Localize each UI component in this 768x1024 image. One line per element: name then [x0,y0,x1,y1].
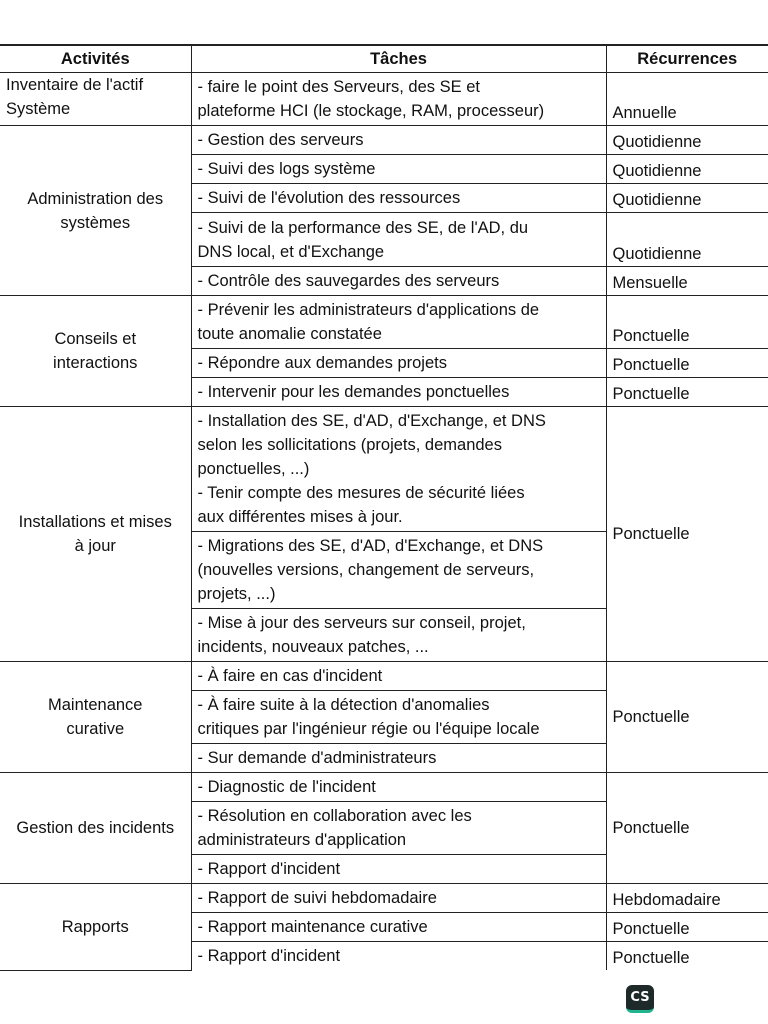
task-text: aux différentes mises à jour. [197,508,403,526]
task-cell [191,296,606,349]
task-cell [191,802,606,855]
task-text: - Répondre aux demandes projets [197,354,447,372]
task-text: - Contrôle des sauvegardes des serveurs [197,272,500,290]
activity-cell [0,407,191,662]
recurrence-cell: Ponctuelle [606,407,768,662]
recurrence-cell: Ponctuelle [606,913,768,942]
activities-table [0,44,768,971]
camscanner-logo: CS [626,985,654,1013]
task-text: - Rapport d'incident [197,947,341,965]
task-cell [191,744,606,773]
activity-cell [0,662,191,773]
table-row [0,407,768,532]
header-row [0,45,768,73]
recurrence-cell: Ponctuelle [606,773,768,884]
activity-cell [0,126,191,296]
task-text: - Sur demande d'administrateurs [197,749,437,767]
activity-cell [0,73,191,126]
recurrence-cell: Ponctuelle [606,378,768,407]
task-text: - Rapport de suivi hebdomadaire [197,889,437,907]
task-text: - Rapport maintenance curative [197,918,428,936]
table-body [0,73,768,971]
task-cell [191,773,606,802]
task-text: projets, ...) [197,585,276,603]
task-text: critiques par l'ingénieur régie ou l'équipe locale [197,720,540,738]
task-cell [191,126,606,155]
activity-label: Gestion des incidents [16,819,175,837]
recurrence-cell: Ponctuelle [606,296,768,349]
task-cell [191,378,606,407]
activity-label: Conseils et [54,330,137,348]
recurrence-cell: Quotidienne [606,213,768,267]
task-text: administrateurs d'application [197,831,407,849]
task-cell [191,155,606,184]
table-row [0,73,768,126]
task-cell [191,855,606,884]
table-row [0,296,768,349]
recurrence-cell: Ponctuelle [606,349,768,378]
task-text: - Prévenir les administrateurs d'applications de [197,301,540,319]
task-text: - Installation des SE, d'AD, d'Exchange, et DNS [197,412,546,430]
recurrence-cell: Quotidienne [606,184,768,213]
task-text: - Gestion des serveurs [197,131,364,149]
task-text: - Rapport d'incident [197,860,341,878]
task-cell [191,662,606,691]
header-tasks: Tâches [191,45,606,73]
task-cell [191,213,606,267]
task-text: - Diagnostic de l'incident [197,778,376,796]
activity-label: Administration des [27,189,164,208]
table-row [0,773,768,802]
task-cell [191,691,606,744]
task-text: - Mise à jour des serveurs sur conseil, projet, [197,614,526,632]
task-text: - Tenir compte des mesures de sécurité liées [197,484,525,502]
table-row [0,662,768,691]
activity-label: Rapports [61,917,129,936]
task-text: ponctuelles, ...) [197,460,310,478]
task-text: - Suivi de la performance des SE, de l'AD, du [197,218,529,237]
activity-label: à jour [74,537,116,555]
recurrence-cell: Ponctuelle [606,662,768,773]
header-recurrences: Récurrences [606,45,768,73]
task-cell [191,884,606,913]
task-cell [191,407,606,532]
activity-label: interactions [53,354,138,372]
task-text: DNS local, et d'Exchange [197,242,385,261]
activity-label: systèmes [60,213,131,232]
activity-label: Système [6,100,71,118]
activity-cell [0,296,191,407]
task-text: - À faire suite à la détection d'anomalies [197,696,490,714]
task-text: - Intervenir pour les demandes ponctuelles [197,383,510,401]
recurrence-cell: Quotidienne [606,155,768,184]
recurrence-cell: Hebdomadaire [606,884,768,913]
task-text: - faire le point des Serveurs, des SE et [197,78,480,96]
task-cell [191,184,606,213]
activity-label: Installations et mises [18,513,172,531]
activity-cell [0,773,191,884]
task-cell [191,349,606,378]
task-cell [191,532,606,609]
table-row [0,884,768,913]
task-text: - Résolution en collaboration avec les [197,807,472,825]
task-text: toute anomalie constatée [197,325,382,343]
task-cell [191,609,606,662]
task-text: - Suivi des logs système [197,160,376,178]
header-activities: Activités [0,45,191,73]
activity-cell [0,884,191,971]
task-text: plateforme HCI (le stockage, RAM, processeur) [197,102,545,120]
task-text: (nouvelles versions, changement de serveurs, [197,561,535,579]
recurrence-cell: Annuelle [606,73,768,126]
recurrence-cell: Mensuelle [606,267,768,296]
activity-label: Inventaire de l'actif [6,76,144,94]
task-text: - Migrations des SE, d'AD, d'Exchange, et DNS [197,537,544,555]
recurrence-cell: Ponctuelle [606,942,768,971]
task-text: selon les sollicitations (projets, demandes [197,436,502,454]
task-text: - Suivi de l'évolution des ressources [197,189,461,207]
task-cell [191,913,606,942]
table-row [0,126,768,155]
task-cell [191,942,606,971]
task-text: incidents, nouveaux patches, ... [197,638,429,656]
activity-label: Maintenance [48,696,143,714]
activity-label: curative [66,720,125,738]
task-cell [191,267,606,296]
task-cell [191,73,606,126]
recurrence-cell: Quotidienne [606,126,768,155]
task-text: - À faire en cas d'incident [197,667,383,685]
